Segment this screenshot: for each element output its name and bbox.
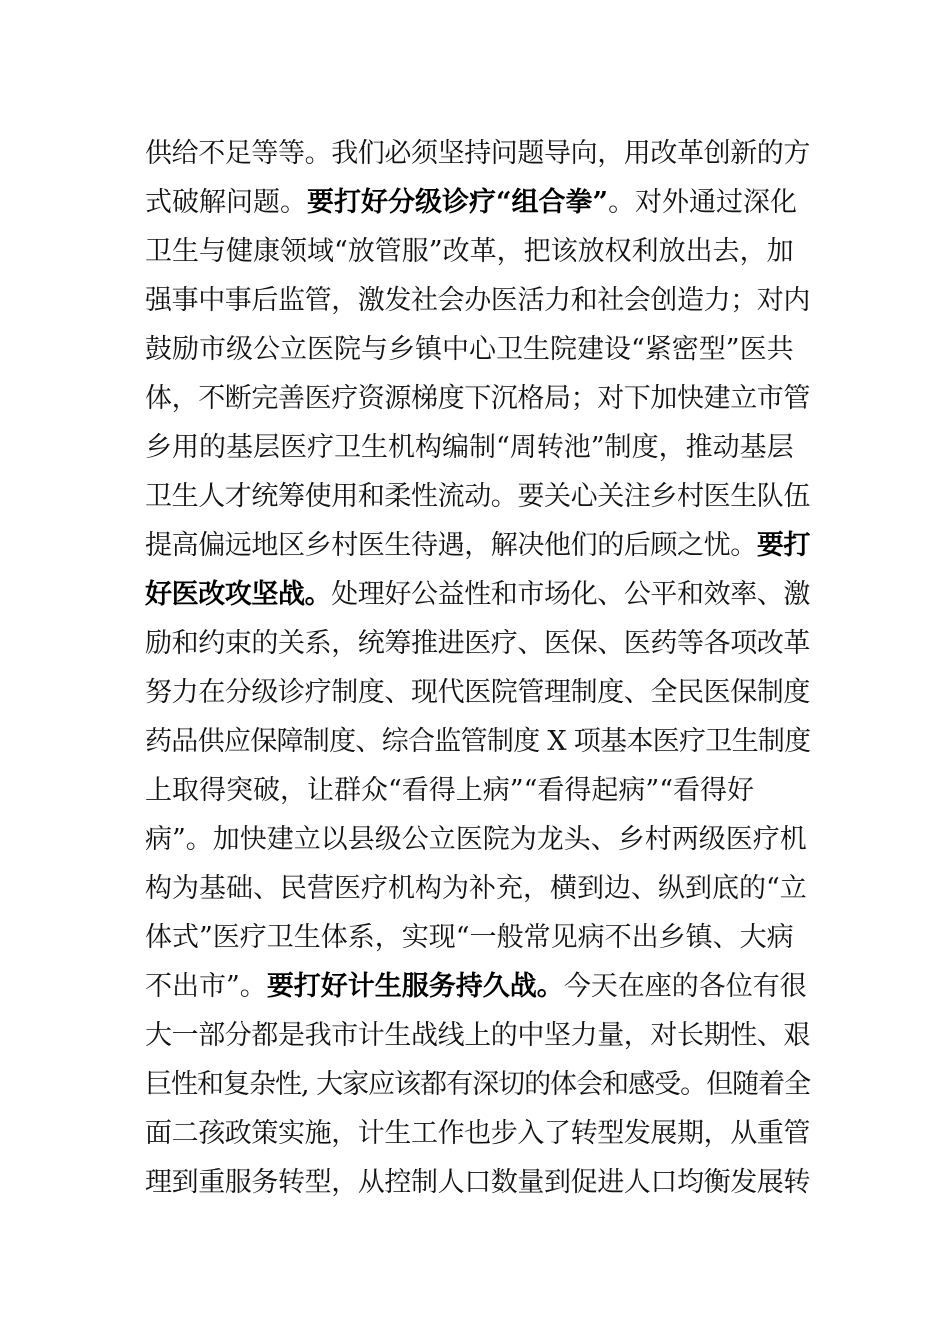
text-line [145,521,810,570]
body-paragraph [145,129,810,1207]
body-text: 面二孩政策实施，计生工作也步入了转型发展期，从重管 [145,1118,810,1149]
text-line [145,178,810,227]
body-text: 强事中事后监管，激发社会办医活力和社会创造力；对内 [145,285,810,316]
text-line [145,129,810,178]
body-text: 提高偏远地区乡村医生待遇，解决他们的后顾之忧。 [145,530,757,561]
body-text: 理到重服务转型，从控制人口数量到促进人口均衡发展转 [145,1167,810,1198]
text-line [145,325,810,374]
body-text: 乡用的基层医疗卫生机构编制“周转池”制度，推动基层 [145,432,794,463]
text-line [145,668,810,717]
body-text: 处理好公益性和市场化、公平和效率、激 [331,579,811,610]
body-text: 大一部分都是我市计生战线上的中坚力量，对长期性、艰 [145,1020,810,1051]
text-line [145,864,810,913]
bold-heading-text: 要打 [756,530,811,561]
text-line [145,619,810,668]
body-text: 药品供应保障制度、综合监管制度 X 项基本医疗卫生制度 [145,726,811,757]
body-text: 体式”医疗卫生体系，实现“一般常见病不出乡镇、大病 [145,922,794,953]
body-text: 上取得突破，让群众“看得上病”“看得起病”“看得好 [145,775,755,806]
bold-heading-text: 好医改攻坚战。 [145,579,332,610]
body-text: 。对外通过深化 [608,187,798,218]
text-line [145,717,810,766]
text-line [145,423,810,472]
text-line [145,1011,810,1060]
text-line [145,276,810,325]
text-line [145,1060,810,1109]
body-text: 鼓励市级公立医院与乡镇中心卫生院建设“紧密型”医共 [145,334,794,365]
body-text: 供给不足等等。我们必须坚持问题导向，用改革创新的方 [145,138,810,169]
body-text: 卫生人才统筹使用和柔性流动。要关心关注乡村医生队伍 [145,481,810,512]
body-text: 卫生与健康领域“放管服”改革，把该放权利放出去，加 [145,236,794,267]
text-line [145,1158,810,1207]
text-line [145,815,810,864]
text-line [145,766,810,815]
body-text: 式破解问题。 [145,187,307,218]
text-line [145,570,810,619]
text-line [145,1109,810,1158]
body-text: 不出市”。 [145,971,267,1002]
body-text: 构为基础、民营医疗机构为补充，横到边、纵到底的“立 [145,873,807,904]
text-line [145,962,810,1011]
bold-heading-text: 要打好分级诊疗“组合拳” [307,187,609,218]
bold-heading-text: 要打好计生服务持久战。 [266,971,564,1002]
body-text: 今天在座的各位有很 [563,971,807,1002]
body-text: 体，不断完善医疗资源梯度下沉格局；对下加快建立市管 [145,383,810,414]
body-text: 巨性和复杂性, 大家应该都有深切的体会和感受。但随着全 [145,1069,811,1100]
body-text: 努力在分级诊疗制度、现代医院管理制度、全民医保制度 [145,677,810,708]
text-line [145,374,810,423]
body-text: 励和约束的关系，统筹推进医疗、医保、医药等各项改革 [145,628,810,659]
text-line [145,227,810,276]
text-line [145,472,810,521]
body-text: 病”。加快建立以县级公立医院为龙头、乡村两级医疗机 [145,824,807,855]
text-line [145,913,810,962]
